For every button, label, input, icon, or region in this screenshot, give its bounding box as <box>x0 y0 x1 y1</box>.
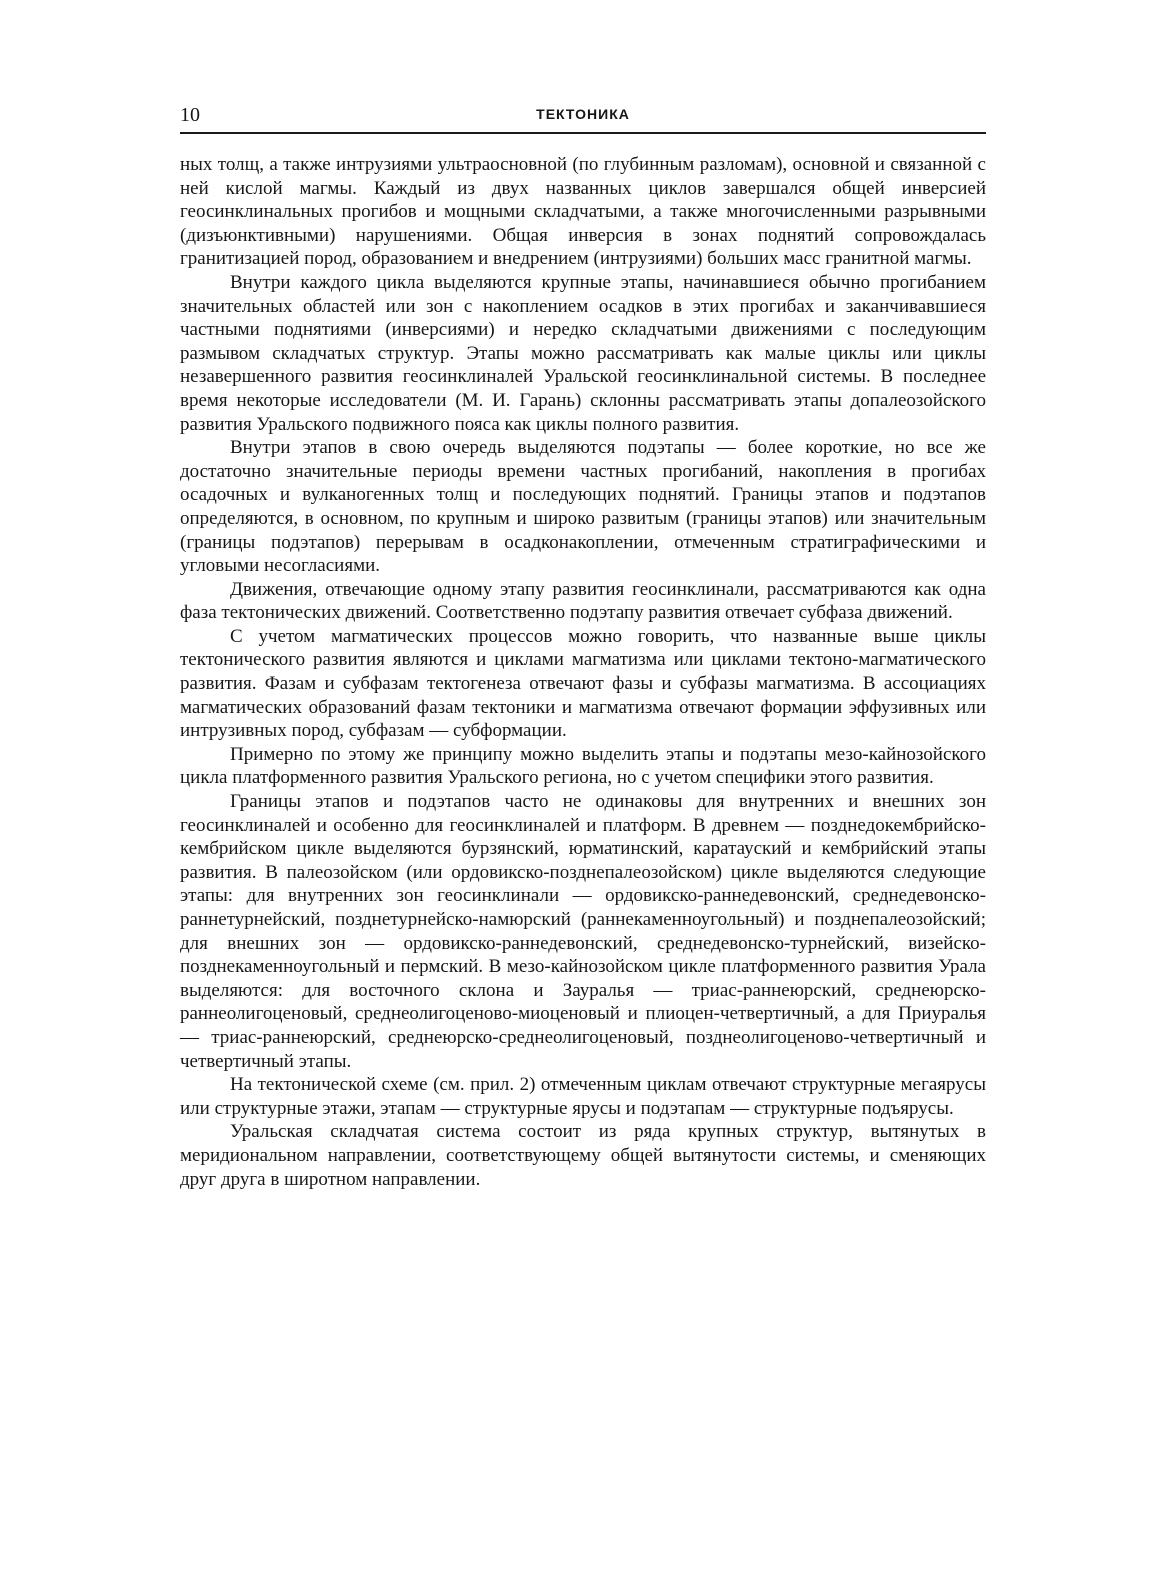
running-header <box>180 100 986 134</box>
paragraph: Движения, отвечающие одному этапу развития геосинклинали, рассматриваются как одна фаза тектонических движений. Соответственно подэтапу развития отвечает субфаза движений. <box>180 578 986 624</box>
paragraph: Внутри этапов в свою очередь выделяются подэтапы — более короткие, но все же достаточно значительные периоды времени частных прогибаний, накопления в прогибах осадочных и вулканогенных толщ и последующих поднятий. Границы этапов и подэтапов определяются, в основном, по крупным и широко развитым (границы этапов) или значительным (границы подэтапов) перерывам в осадконакоплении, отмеченным стратиграфическими и угловыми несогласиями. <box>180 437 986 577</box>
paragraph: Границы этапов и подэтапов часто не одинаковы для внутренних и внешних зон геосинклиналей и особенно для геосинклиналей и платформ. В древнем — позднедокембрийско-кембрийском цикле выделяются бурзянский, юрматинский, каратауский и кембрийский этапы развития. В палеозойском (или ордовикско-позднепалеозойском) цикле выделяются следующие этапы: для внутренних зон геосинклинали — ордовикско-раннедевонский, среднедевонско-раннетурнейский, позднетурнейско-намюрский (раннекаменноугольный) и позднепалеозойский; для внешних зон — ордовикско-раннедевонский, среднедевонско-турнейский, визейско-позднекаменноугольный и пермский. В мезо-кайнозойском цикле платформенного развития Урала выделяются: для восточного склона и Зауралья — триас-раннеюрский, среднеюрско-раннеолигоценовый, среднеолигоценово-миоценовый и плиоцен-четвертичный, а для Приуралья — триас-раннеюрский, среднеюрско-среднеолигоценовый, позднеолигоценово-четвертичный и четвертичный этапы. <box>180 791 986 1072</box>
paragraph: Уральская складчатая система состоит из ряда крупных структур, вытянутых в меридиональном направлении, соответствующему общей вытянутости системы, и сменяющих друг друга в широтном направлении. <box>180 1121 986 1190</box>
paragraph-continued: ных толщ, а также интрузиями ультраосновной (по глубинным разломам), основной и связанной с ней кислой магмы. Каждый из двух названных циклов завершался общей инверсией геосинклинальных прогибов и мощными складчатыми, а также многочисленными разрывными (дизъюнктивными) нарушениями. Общая инверсия в зонах поднятий сопровождалась гранитизацией пород, образованием и внедрением (интрузиями) больших масс гранитной магмы. <box>180 154 986 270</box>
body-text <box>180 153 986 1191</box>
paragraph: С учетом магматических процессов можно говорить, что названные выше циклы тектонического развития являются и циклами магматизма или циклами тектоно-магматического развития. Фазам и субфазам тектогенеза отвечают фазы и субфазы магматизма. В ассоциациях магматических образований фазам тектоники и магматизма отвечают формации эффузивных или интрузивных пород, субфазам — субформации. <box>180 625 986 742</box>
paragraph: Внутри каждого цикла выделяются крупные этапы, начинавшиеся обычно прогибанием значительных областей или зон с накоплением осадков в этих прогибах и заканчивавшиеся частными поднятиями (инверсиями) и нередко складчатыми движениями с последующим размывом складчатых структур. Этапы можно рассматривать как малые циклы или циклы незавершенного развития геосинклиналей Уральской геосинклинальной системы. В последнее время некоторые исследователи (М. И. Гарань) склонны рассматривать этапы допалеозойского развития Уральского подвижного пояса как циклы полного развития. <box>180 271 986 435</box>
section-title: ТЕКТОНИКА <box>536 106 630 122</box>
paragraph: На тектонической схеме (см. прил. 2) отмеченным циклам отвечают структурные мегаярусы или структурные этажи, этапам — структурные ярусы и подэтапам — структурные подъярусы. <box>180 1074 986 1119</box>
page-number: 10 <box>180 104 200 126</box>
paragraph: Примерно по этому же принципу можно выделить этапы и подэтапы мезо-кайнозойского цикла платформенного развития Уральского региона, но с учетом специфики этого развития. <box>180 743 986 789</box>
